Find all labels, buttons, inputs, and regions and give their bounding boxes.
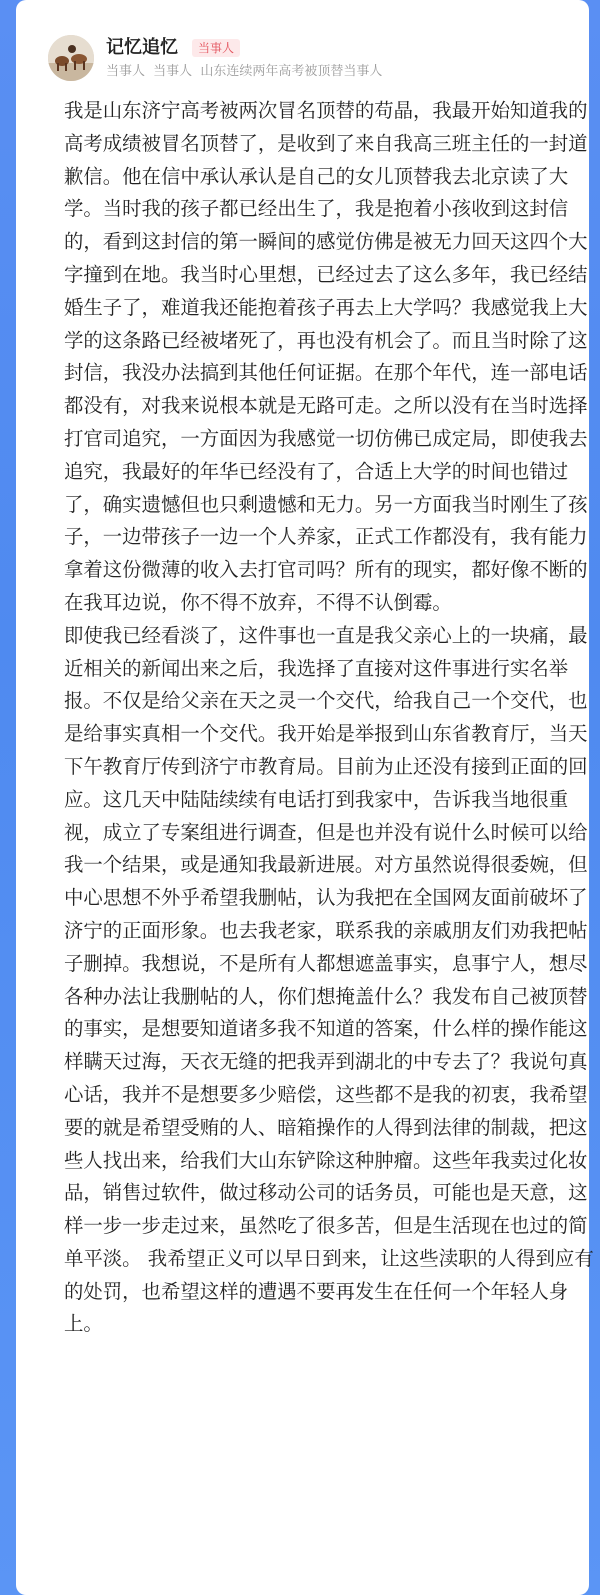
post-header (48, 35, 569, 85)
avatar-photo-icon[interactable] (48, 35, 94, 81)
author-tag: 当事人 (106, 64, 146, 79)
author-tag: 当事人 (153, 64, 193, 79)
author-tag: 山东连续两年高考被顶替当事人 (200, 64, 383, 79)
post-paragraph: 我是山东济宁高考被两次冒名顶替的苟晶，我最开始知道我的高考成绩被冒名顶替了，是收到了来自我高三班主任的一封道歉信。他在信中承认承认是自己的女儿顶替我去北京读了大学。当时我的孩子都已经出生了，我是抱着小孩收到这封信的，看到这封信的第一瞬间的感觉仿佛是被无力回天这四个大字撞到在地。我当时心里想，已经过去了这么多年，我已经结婚生子了，难道我还能抱着孩子再去上大学吗？我感觉我上大学的这条路已经被堵死了，再也没有机会了。而且当时除了这封信，我没办法搞到其他任何证据。在那个年代，连一部电话都没有，对我来说根本就是无路可走。之所以没有在当时选择打官司追究，一方面因为我感觉一切仿佛已成定局，即使我去追究，我最好的年华已经没有了，合适上大学的时间也错过了，确实遗憾但也只剩遗憾和无力。另一方面我当时刚生了孩子，一边带孩子一边一个人养家，正式工作都没有，我有能力拿着这份微薄的收入去打官司吗？所有的现实，都好像不断的在我耳边说，你不得不放弃，不得不认倒霉。 (64, 99, 588, 614)
author-tags (106, 64, 386, 80)
post-card (16, 0, 594, 1595)
post-paragraph: 即使我已经看淡了，这件事也一直是我父亲心上的一块痛，最近相关的新闻出来之后，我选择了直接对这件事进行实名举报。不仅是给父亲在天之灵一个交代，给我自己一个交代，也是给事实真相一个交代。我开始是举报到山东省教育厅，当天下午教育厅传到济宁市教育局。目前为止还没有接到正面的回应。这几天中陆陆续续有电话打到我家中，告诉我当地很重视，成立了专案组进行调查，但是也并没有说什么时候可以给我一个结果，或是通知我最新进展。对方虽然说得很委婉，但中心思想不外乎希望我删帖，认为我把在全国网友面前破坏了济宁的正面形象。也去我老家，联系我的亲戚朋友们劝我把帖子删掉。我想说，不是所有人都想遮盖事实，息事宁人，想尽各种办法让我删帖的人，你们想掩盖什么？我发布自己被顶替的事实，是想要知道诸多我不知道的答案，什么样的操作能这样瞒天过海，天衣无缝的把我弄到湖北的中专去了？我说句真心话，我并不是想要多少赔偿，这些都不是我的初衷，我希望要的就是希望受贿的人、暗箱操作的人得到法律的制裁，把这些人找出来，给我们大山东铲除这种肿瘤。这些年我卖过化妆品，销售过软件，做过移动公司的话务员，可能也是天意，这样一步一步走过来，虽然吃了很多苦，但是生活现在也过的简单平淡。 我希望正义可以早日到来，让这些渎职的人得到应有的处罚，也希望这样的遭遇不要再发生在任何一个年轻人身上。 (64, 623, 594, 1336)
author-name[interactable]: 记忆追忆 (106, 37, 178, 58)
author-badge: 当事人 (192, 39, 240, 57)
post-body (64, 95, 594, 1341)
